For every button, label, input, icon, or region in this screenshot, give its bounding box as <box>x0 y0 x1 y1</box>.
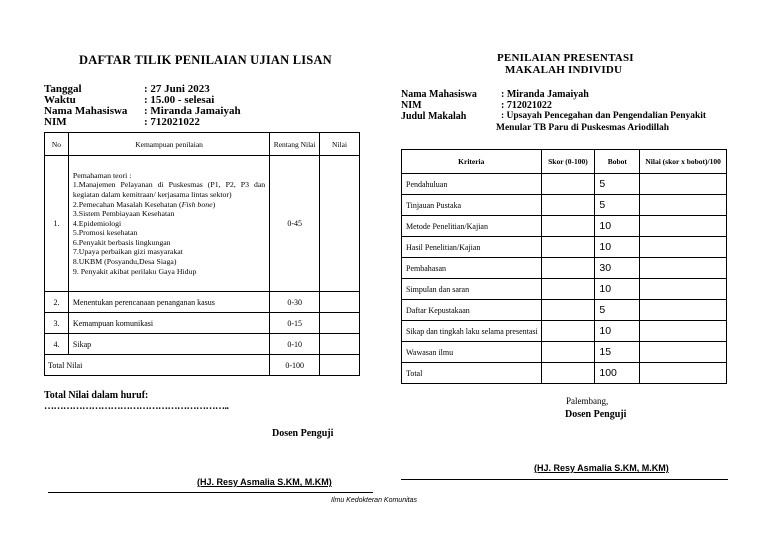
table-row <box>45 313 360 334</box>
info-value: : 712021022 <box>501 100 552 111</box>
row-number: 2. <box>45 292 69 313</box>
range-cell: 0-45 <box>270 156 320 292</box>
info-row-student-name <box>44 106 241 117</box>
total-weight: 100 <box>595 363 640 384</box>
score-cell[interactable] <box>541 258 595 279</box>
footer-rule-right <box>401 479 728 480</box>
score-cell[interactable] <box>541 342 595 363</box>
criterion-cell: Kemampuan komunikasi <box>68 313 269 334</box>
table-row <box>402 174 727 195</box>
weight-cell: 5 <box>595 300 640 321</box>
paper-title-continuation: Menular TB Paru di Puskesmas Ariodillah <box>496 123 670 133</box>
total-in-words-label: Total Nilai dalam huruf: <box>44 390 149 401</box>
info-value: : 712021022 <box>144 116 200 128</box>
theory-item: 3.Sistem Pembiayaan Kesehatan <box>72 209 175 219</box>
theory-item: 6.Penyakit berbasis lingkungan <box>72 237 171 247</box>
weight-cell: 10 <box>595 321 640 342</box>
header-no: No <box>45 133 69 156</box>
table-row <box>402 321 727 342</box>
theory-item: 2.Pemecahan Masalah Kesehatan (Fish bone) <box>72 199 216 209</box>
info-value: : Miranda Jamaiyah <box>144 105 241 117</box>
table-row <box>45 292 360 313</box>
table-row <box>402 342 727 363</box>
score-cell[interactable] <box>541 279 595 300</box>
table-row <box>402 216 727 237</box>
value-cell[interactable] <box>640 342 727 363</box>
table-row <box>402 300 727 321</box>
table-row <box>402 279 727 300</box>
total-score-cell[interactable] <box>320 355 360 376</box>
theory-item: 9. Penyakit akibat perilaku Gaya Hidup <box>72 266 197 276</box>
theory-item: 7.Upaya perbaikan gizi masyarakat <box>72 247 183 257</box>
info-label: Judul Makalah <box>401 111 467 122</box>
left-examiner-label: Dosen Penguji <box>272 428 334 439</box>
range-cell: 0-30 <box>270 292 320 313</box>
total-range: 0-100 <box>270 355 320 376</box>
presentation-title-line1: PENILAIAN PRESENTASI <box>497 52 634 64</box>
score-cell[interactable] <box>541 195 595 216</box>
criterion-cell: Menentukan perencanaan penanganan kasus <box>68 292 269 313</box>
header-criteria: Kriteria <box>402 150 542 174</box>
total-in-words-dots: ………………………………………………….. <box>44 401 229 412</box>
total-label: Total <box>402 363 542 384</box>
table-header-row <box>45 133 360 156</box>
oral-exam-info <box>44 84 241 128</box>
criteria-cell: Pembahasan <box>402 258 542 279</box>
value-cell[interactable] <box>640 279 727 300</box>
oral-exam-title: DAFTAR TILIK PENILAIAN UJIAN LISAN <box>79 53 332 67</box>
right-examiner-label: Dosen Penguji <box>565 409 627 420</box>
weight-cell: 5 <box>595 195 640 216</box>
criteria-cell: Sikap dan tingkah laku selama presentasi <box>402 321 542 342</box>
score-cell[interactable] <box>541 300 595 321</box>
info-row-nim <box>401 100 706 111</box>
score-cell[interactable] <box>541 216 595 237</box>
criteria-cell: Metode Penelitian/Kajian <box>402 216 542 237</box>
info-value: : 15.00 - selesai <box>144 94 215 106</box>
info-label: Tanggal <box>44 83 82 95</box>
total-value-cell[interactable] <box>640 363 727 384</box>
value-cell[interactable] <box>640 216 727 237</box>
value-cell[interactable] <box>640 195 727 216</box>
total-label: Total Nilai <box>45 355 270 376</box>
theory-item: 8.UKBM (Posyandu,Desa Siaga) <box>72 257 177 267</box>
score-cell[interactable] <box>320 313 360 334</box>
table-row <box>402 195 727 216</box>
presentation-title-line2: MAKALAH INDIVIDU <box>505 64 623 76</box>
score-cell[interactable] <box>541 174 595 195</box>
info-row-paper-title <box>401 111 706 122</box>
row-number: 4. <box>45 334 69 355</box>
oral-exam-table <box>44 132 360 376</box>
theory-item: 1.Manajemen Pelayanan di Puskesmas (P1, P2, P3 dan kegiatan dalam kemitraan/ kerjasama lintas sektor) <box>72 180 266 199</box>
table-header-row <box>402 150 727 174</box>
info-label: NIM <box>401 100 422 111</box>
footer-text: Ilmu Kedokteran Komunitas <box>331 497 417 504</box>
criterion-cell: Sikap <box>68 334 269 355</box>
table-row <box>402 237 727 258</box>
criteria-cell: Simpulan dan saran <box>402 279 542 300</box>
table-row <box>45 156 360 292</box>
value-cell[interactable] <box>640 300 727 321</box>
table-row <box>402 258 727 279</box>
score-cell[interactable] <box>320 334 360 355</box>
theory-item: 5.Promosi kesehatan <box>72 228 138 238</box>
value-cell[interactable] <box>640 237 727 258</box>
table-row <box>45 334 360 355</box>
header-weight: Bobot <box>595 150 640 174</box>
info-row-student-name <box>401 89 706 100</box>
row-number: 1. <box>45 156 69 292</box>
criteria-cell: Hasil Penelitian/Kajian <box>402 237 542 258</box>
footer-rule-left <box>48 492 373 493</box>
presentation-table <box>401 149 727 384</box>
info-value: : Upsayah Pencegahan dan Pengendalian Penyakit <box>501 111 707 121</box>
value-cell[interactable] <box>640 258 727 279</box>
info-label: Nama Mahasiswa <box>401 89 477 100</box>
range-cell: 0-10 <box>270 334 320 355</box>
theory-criteria-cell <box>68 156 269 292</box>
table-total-row <box>45 355 360 376</box>
info-label: Waktu <box>44 94 76 106</box>
value-cell[interactable] <box>640 321 727 342</box>
score-cell[interactable] <box>320 156 360 292</box>
weight-cell: 5 <box>595 174 640 195</box>
info-row-nim <box>44 117 241 128</box>
header-criterion: Kemampuan penilaian <box>68 133 269 156</box>
weight-cell: 10 <box>595 237 640 258</box>
score-cell[interactable] <box>541 321 595 342</box>
criteria-cell: Pendahuluan <box>402 174 542 195</box>
total-score-cell[interactable] <box>541 363 595 384</box>
criteria-cell: Wawasan ilmu <box>402 342 542 363</box>
range-cell: 0-15 <box>270 313 320 334</box>
info-value: : Miranda Jamaiyah <box>501 89 589 100</box>
criteria-cell: Daftar Kepustakaan <box>402 300 542 321</box>
row-number: 3. <box>45 313 69 334</box>
left-examiner-signature: (HJ. Resy Asmalia S.KM, M.KM) <box>197 477 332 487</box>
right-examiner-signature: (HJ. Resy Asmalia S.KM, M.KM) <box>534 463 669 473</box>
info-label: Nama Mahasiswa <box>44 105 128 117</box>
weight-cell: 15 <box>595 342 640 363</box>
presentation-info <box>401 89 706 122</box>
weight-cell: 10 <box>595 216 640 237</box>
info-value: : 27 Juni 2023 <box>144 83 210 95</box>
header-score: Nilai <box>320 133 360 156</box>
table-total-row <box>402 363 727 384</box>
weight-cell: 10 <box>595 279 640 300</box>
weight-cell: 30 <box>595 258 640 279</box>
info-label: NIM <box>44 116 67 128</box>
signing-place: Palembang, <box>566 396 609 406</box>
score-cell[interactable] <box>541 237 595 258</box>
value-cell[interactable] <box>640 174 727 195</box>
header-range: Rentang Nilai <box>270 133 320 156</box>
theory-intro: Pemahaman teori : <box>72 170 132 180</box>
header-score: Skor (0-100) <box>541 150 595 174</box>
header-value: Nilai (skor x bobot)/100 <box>640 150 727 174</box>
score-cell[interactable] <box>320 292 360 313</box>
theory-item: 4.Epidemiologi <box>72 218 122 228</box>
criteria-cell: Tinjauan Pustaka <box>402 195 542 216</box>
